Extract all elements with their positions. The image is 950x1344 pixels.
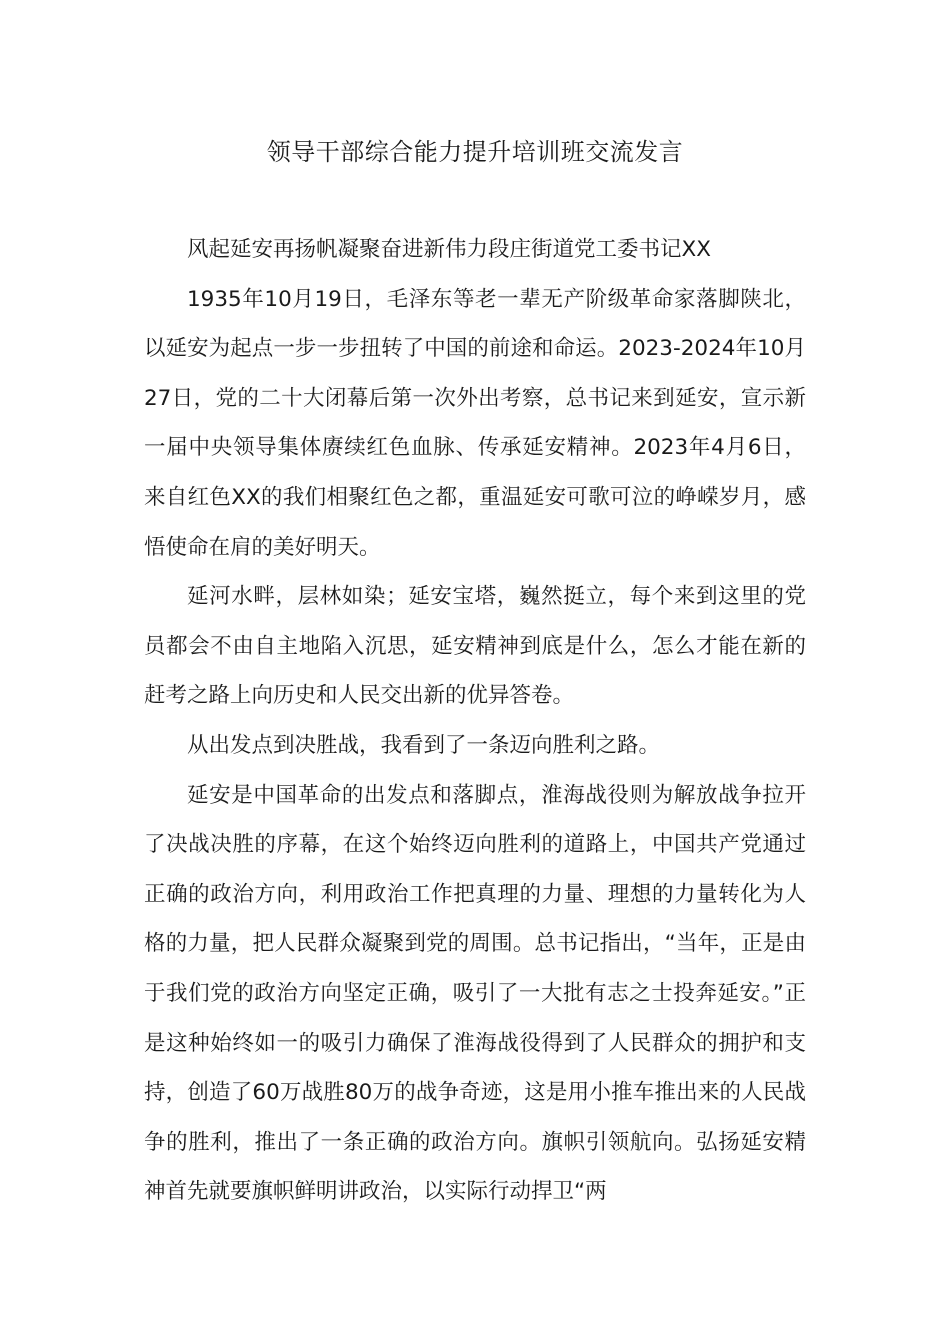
paragraph-4: 延安是中国革命的出发点和落脚点，淮海战役则为解放战争拉开了决战决胜的序幕，在这个始终迈向胜利的道路上，中国共产党通过正确的政治方向，利用政治工作把真理的力量、理想的力量转化为人格的力量，把人民群众凝聚到党的周围。总书记指出，“当年，正是由于我们党的政治方向坚定正确，吸引了一大批有志之士投奔延安。”正是这种始终如一的吸引力确保了淮海战役得到了人民群众的拥护和支持，创造了60万战胜80万的战争奇迹，这是用小推车推出来的人民战争的胜利，推出了一条正确的政治方向。旗帜引领航向。弘扬延安精神首先就要旗帜鲜明讲政治，以实际行动捍卫“两: [144, 782, 806, 1205]
paragraph-2: 延河水畔，层林如染；延安宝塔，巍然挺立，每个来到这里的党员都会不由自主地陷入沉思，延安精神到底是什么，怎么才能在新的赶考之路上向历史和人民交出新的优异答卷。: [144, 584, 806, 709]
paragraph-1: 1935年10月19日，毛泽东等老一辈无产阶级革命家落脚陕北，以延安为起点一步一步扭转了中国的前途和命运。2023-2024年10月27日，党的二十大闭幕后第一次外出考察，总书记来到延安，宣示新一届中央领导集体赓续红色血脉、传承延安精神。2023年4月6日，来自红色XX的我们相聚红色之都，重温延安可歌可泣的峥嵘岁月，感悟使命在肩的美好明天。: [144, 286, 806, 560]
document-title: 领导干部综合能力提升培训班交流发言: [266, 138, 684, 166]
document-body: [144, 225, 806, 1217]
paragraph-subtitle: 风起延安再扬帆凝聚奋进新伟力段庄街道党工委书记XX: [187, 237, 711, 262]
paragraph-3: 从出发点到决胜战，我看到了一条迈向胜利之路。: [187, 732, 661, 758]
